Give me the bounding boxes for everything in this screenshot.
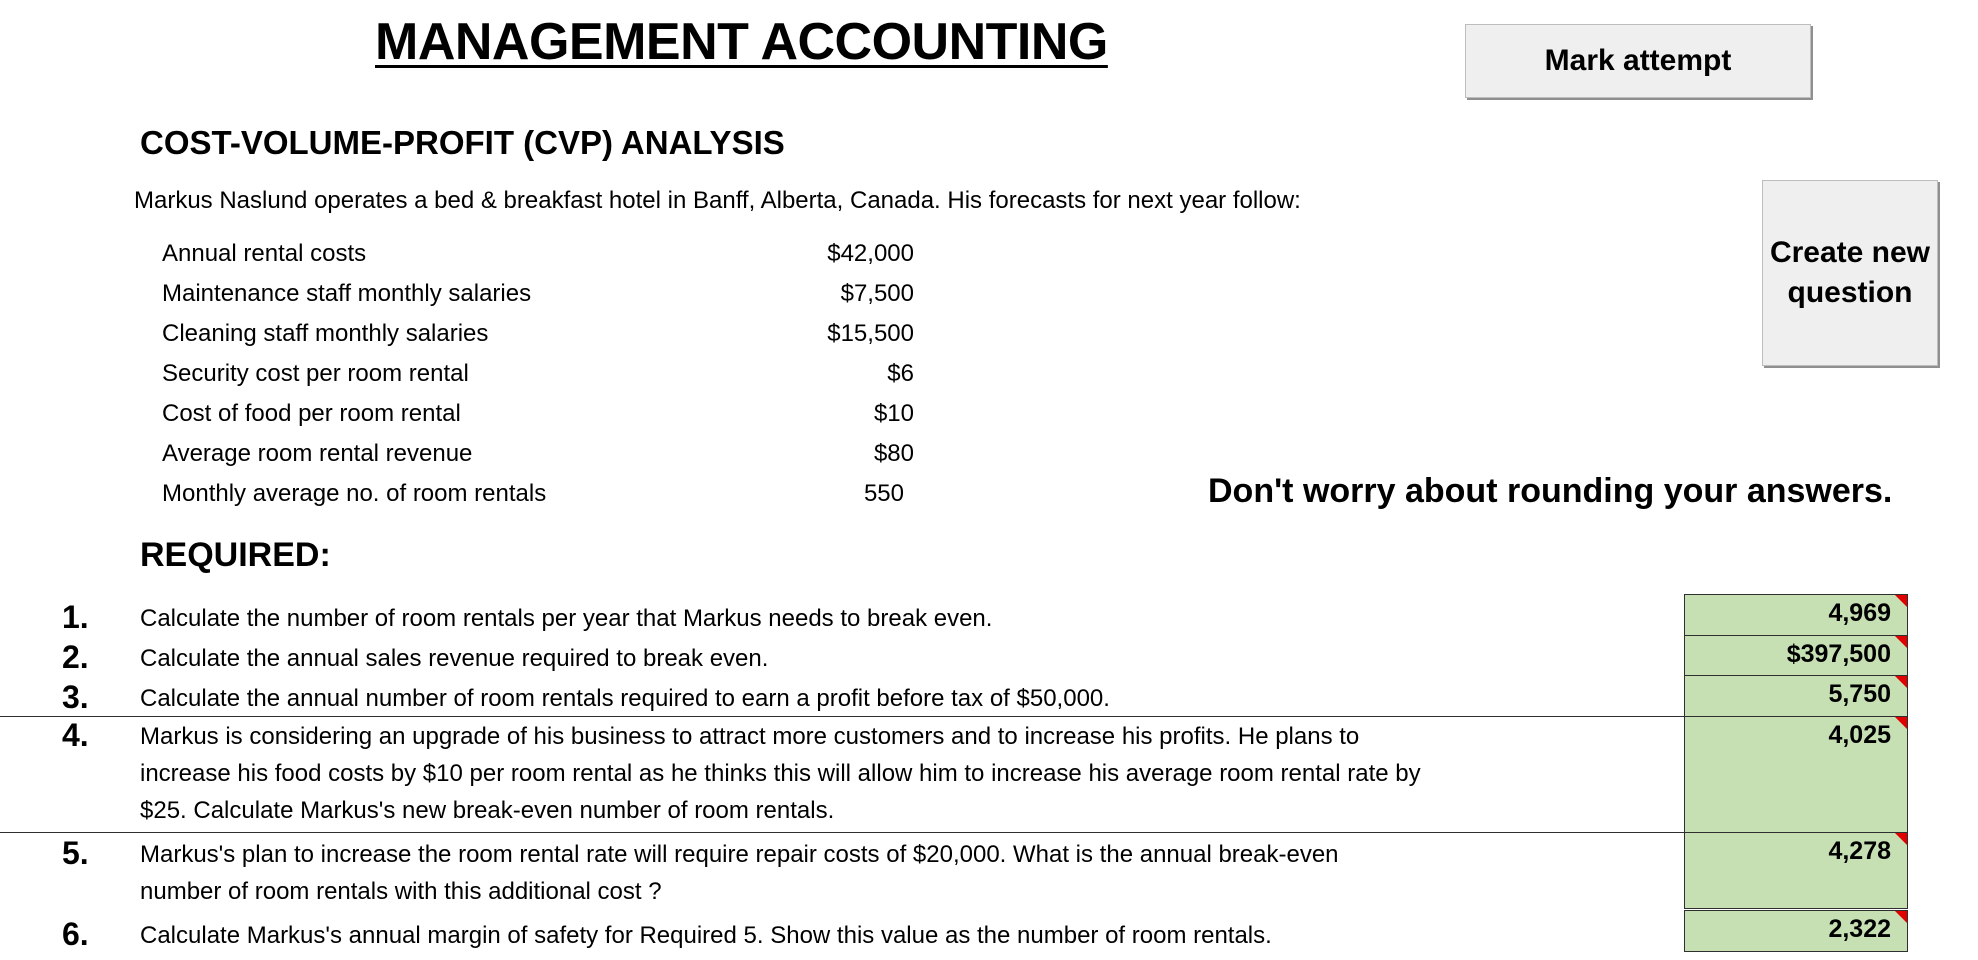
forecast-value: $80 bbox=[873, 440, 914, 467]
forecast-label: Maintenance staff monthly salaries bbox=[162, 280, 532, 307]
forecast-row bbox=[162, 400, 914, 440]
answer-cell[interactable]: 2,322 bbox=[1684, 910, 1908, 952]
rounding-note: Don't worry about rounding your answers. bbox=[1208, 472, 1893, 510]
forecast-value: $6 bbox=[887, 360, 914, 387]
section-title: COST-VOLUME-PROFIT (CVP) ANALYSIS bbox=[140, 124, 785, 161]
forecast-label: Monthly average no. of room rentals bbox=[162, 480, 547, 507]
forecast-label: Cleaning staff monthly salaries bbox=[162, 320, 489, 347]
forecast-row bbox=[162, 240, 914, 280]
required-heading: REQUIRED: bbox=[140, 536, 331, 574]
forecast-label: Security cost per room rental bbox=[162, 360, 469, 387]
forecast-value: $15,500 bbox=[827, 320, 914, 347]
forecast-value: $7,500 bbox=[840, 280, 914, 307]
forecast-row bbox=[162, 360, 914, 400]
question-number: 6. bbox=[62, 916, 89, 952]
answer-cell[interactable]: 4,969 bbox=[1684, 594, 1908, 636]
answer-cell[interactable]: 4,278 bbox=[1684, 832, 1908, 909]
forecast-row bbox=[162, 320, 914, 360]
question-number: 2. bbox=[62, 639, 89, 675]
answer-cell[interactable]: 5,750 bbox=[1684, 675, 1908, 717]
question-number: 3. bbox=[62, 679, 89, 715]
answer-cell[interactable]: 4,025 bbox=[1684, 716, 1908, 833]
answer-cell[interactable]: $397,500 bbox=[1684, 635, 1908, 676]
question-text-line: increase his food costs by $10 per room rental as he thinks this will allow him to increase his average room rental rate by bbox=[140, 760, 1421, 787]
forecast-value: 550 bbox=[863, 480, 904, 507]
question-text: Calculate Markus's annual margin of safety for Required 5. Show this value as the number of room rentals. bbox=[140, 922, 1272, 949]
page-title: MANAGEMENT ACCOUNTING bbox=[375, 13, 1108, 71]
question-text-line: Markus's plan to increase the room rental rate will require repair costs of $20,000. What is the annual break-even bbox=[140, 841, 1339, 868]
create-new-question-button[interactable]: Create new question bbox=[1762, 180, 1938, 366]
question-text: Calculate the annual sales revenue required to break even. bbox=[140, 645, 769, 672]
mark-attempt-button[interactable]: Mark attempt bbox=[1465, 24, 1811, 98]
forecast-row bbox=[162, 440, 914, 480]
forecast-row bbox=[162, 280, 914, 320]
row-divider bbox=[0, 832, 1684, 833]
question-text: Calculate the number of room rentals per year that Markus needs to break even. bbox=[140, 605, 993, 632]
question-text-line: Markus is considering an upgrade of his business to attract more customers and to increase his profits. He plans to bbox=[140, 723, 1360, 750]
question-number: 5. bbox=[62, 835, 89, 871]
question-text-line: number of room rentals with this additional cost ? bbox=[140, 878, 662, 905]
forecast-value: $42,000 bbox=[827, 240, 914, 267]
question-number: 1. bbox=[62, 599, 89, 635]
forecast-label: Cost of food per room rental bbox=[162, 400, 461, 427]
question-text: Calculate the annual number of room rentals required to earn a profit before tax of $50,000. bbox=[140, 685, 1110, 712]
intro-text: Markus Naslund operates a bed & breakfast hotel in Banff, Alberta, Canada. His forecasts for next year follow: bbox=[134, 187, 1301, 214]
row-divider bbox=[0, 716, 1684, 717]
forecast-label: Average room rental revenue bbox=[162, 440, 473, 467]
forecast-value: $10 bbox=[873, 400, 914, 427]
question-number: 4. bbox=[62, 717, 89, 753]
forecast-label: Annual rental costs bbox=[162, 240, 367, 267]
forecast-row bbox=[162, 480, 914, 520]
question-text-line: $25. Calculate Markus's new break-even number of room rentals. bbox=[140, 797, 835, 824]
